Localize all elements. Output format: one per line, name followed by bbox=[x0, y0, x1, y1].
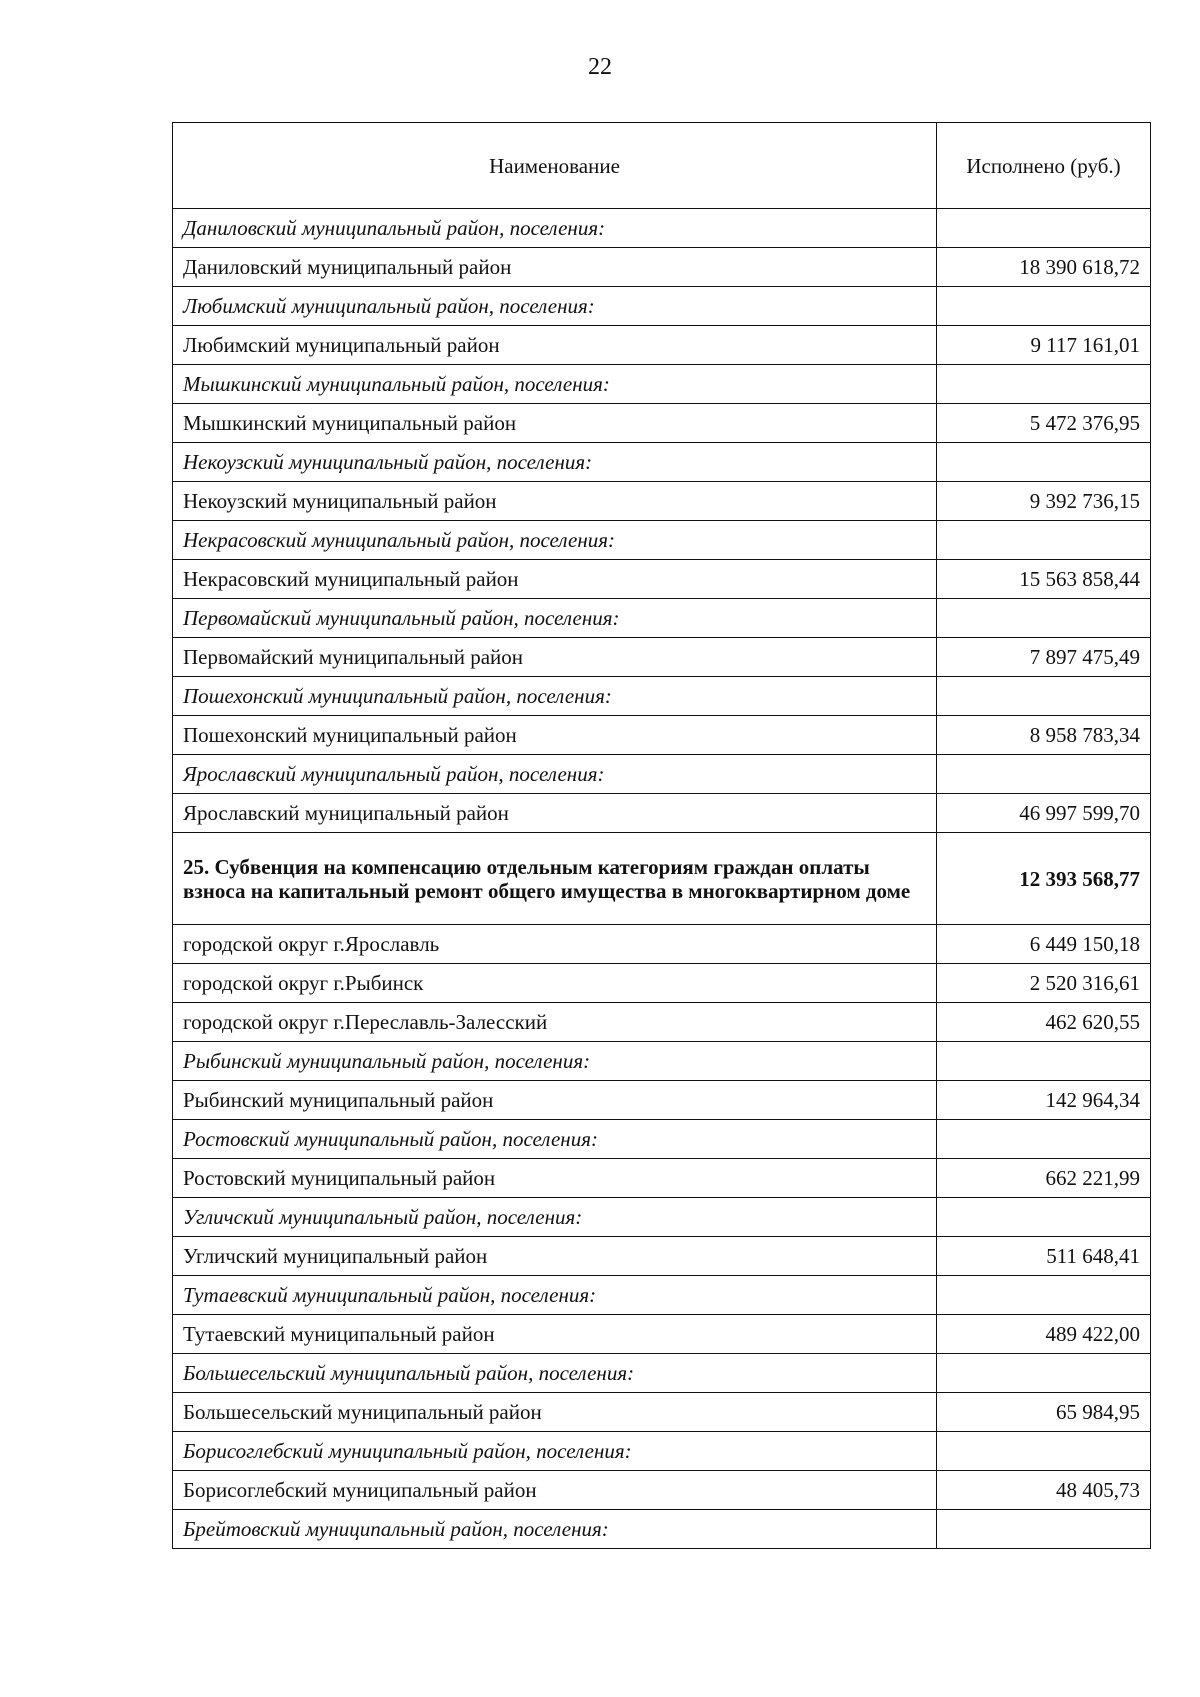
row-name: Даниловский муниципальный район, поселения: bbox=[173, 209, 937, 248]
page-number: 22 bbox=[588, 54, 612, 80]
table-row bbox=[173, 964, 1151, 1003]
row-value bbox=[937, 677, 1151, 716]
row-name: Ростовский муниципальный район, поселения: bbox=[173, 1120, 937, 1159]
table-row-group bbox=[173, 1276, 1151, 1315]
row-value: 511 648,41 bbox=[937, 1237, 1151, 1276]
row-value bbox=[937, 599, 1151, 638]
row-name: Большесельский муниципальный район, поселения: bbox=[173, 1354, 937, 1393]
row-name: Тутаевский муниципальный район, поселения: bbox=[173, 1276, 937, 1315]
row-value: 662 221,99 bbox=[937, 1159, 1151, 1198]
table-row-group bbox=[173, 599, 1151, 638]
table-row-group bbox=[173, 1120, 1151, 1159]
row-value: 462 620,55 bbox=[937, 1003, 1151, 1042]
row-name: Некрасовский муниципальный район, поселения: bbox=[173, 521, 937, 560]
row-name: Мышкинский муниципальный район bbox=[173, 404, 937, 443]
row-value: 5 472 376,95 bbox=[937, 404, 1151, 443]
row-name: Ярославский муниципальный район, поселения: bbox=[173, 755, 937, 794]
row-value bbox=[937, 1510, 1151, 1549]
row-name: Мышкинский муниципальный район, поселения: bbox=[173, 365, 937, 404]
row-name: Тутаевский муниципальный район bbox=[173, 1315, 937, 1354]
row-value bbox=[937, 1276, 1151, 1315]
row-value bbox=[937, 1198, 1151, 1237]
row-value: 6 449 150,18 bbox=[937, 925, 1151, 964]
row-value: 2 520 316,61 bbox=[937, 964, 1151, 1003]
table-row-group bbox=[173, 1198, 1151, 1237]
row-value bbox=[937, 1042, 1151, 1081]
header-name: Наименование bbox=[173, 123, 937, 209]
row-value bbox=[937, 755, 1151, 794]
row-name: Любимский муниципальный район bbox=[173, 326, 937, 365]
row-value bbox=[937, 365, 1151, 404]
row-name: Первомайский муниципальный район bbox=[173, 638, 937, 677]
table-row-section bbox=[173, 833, 1151, 925]
table-row bbox=[173, 326, 1151, 365]
row-value: 65 984,95 bbox=[937, 1393, 1151, 1432]
row-value bbox=[937, 1354, 1151, 1393]
table-row-group bbox=[173, 677, 1151, 716]
row-name: Брейтовский муниципальный район, поселения: bbox=[173, 1510, 937, 1549]
table-row bbox=[173, 560, 1151, 599]
row-value: 18 390 618,72 bbox=[937, 248, 1151, 287]
table-row bbox=[173, 1159, 1151, 1198]
row-name: Некрасовский муниципальный район bbox=[173, 560, 937, 599]
table-row-group bbox=[173, 209, 1151, 248]
row-value: 8 958 783,34 bbox=[937, 716, 1151, 755]
row-name: Большесельский муниципальный район bbox=[173, 1393, 937, 1432]
row-name: Ростовский муниципальный район bbox=[173, 1159, 937, 1198]
table-row-group bbox=[173, 755, 1151, 794]
row-name: Любимский муниципальный район, поселения: bbox=[173, 287, 937, 326]
row-name: Пошехонский муниципальный район, поселения: bbox=[173, 677, 937, 716]
budget-table bbox=[172, 122, 1151, 1549]
row-value bbox=[937, 1120, 1151, 1159]
table-row bbox=[173, 1315, 1151, 1354]
table-row bbox=[173, 1003, 1151, 1042]
row-value: 9 117 161,01 bbox=[937, 326, 1151, 365]
row-value bbox=[937, 443, 1151, 482]
row-name: городской округ г.Рыбинск bbox=[173, 964, 937, 1003]
row-value: 15 563 858,44 bbox=[937, 560, 1151, 599]
row-name: Рыбинский муниципальный район, поселения: bbox=[173, 1042, 937, 1081]
table-row bbox=[173, 794, 1151, 833]
row-name: Некоузский муниципальный район, поселения: bbox=[173, 443, 937, 482]
table-row-group bbox=[173, 1042, 1151, 1081]
table-body bbox=[173, 209, 1151, 1549]
row-name: Ярославский муниципальный район bbox=[173, 794, 937, 833]
row-value: 7 897 475,49 bbox=[937, 638, 1151, 677]
row-value: 142 964,34 bbox=[937, 1081, 1151, 1120]
row-value bbox=[937, 521, 1151, 560]
table-row bbox=[173, 1393, 1151, 1432]
row-name: Первомайский муниципальный район, поселения: bbox=[173, 599, 937, 638]
table-row bbox=[173, 638, 1151, 677]
table-row-group bbox=[173, 521, 1151, 560]
row-name: Борисоглебский муниципальный район bbox=[173, 1471, 937, 1510]
table-row-group bbox=[173, 1354, 1151, 1393]
header-value: Исполнено (руб.) bbox=[937, 123, 1151, 209]
table-row bbox=[173, 248, 1151, 287]
row-value: 489 422,00 bbox=[937, 1315, 1151, 1354]
table-row bbox=[173, 925, 1151, 964]
row-name: Борисоглебский муниципальный район, поселения: bbox=[173, 1432, 937, 1471]
row-name: 25. Субвенция на компенсацию отдельным категориям граждан оплаты взноса на капитальный ремонт общего имущества в многоквартирном доме bbox=[173, 833, 937, 925]
table-row bbox=[173, 1471, 1151, 1510]
row-name: Даниловский муниципальный район bbox=[173, 248, 937, 287]
row-name: Угличский муниципальный район bbox=[173, 1237, 937, 1276]
table-row bbox=[173, 1237, 1151, 1276]
row-name: городской округ г.Ярославль bbox=[173, 925, 937, 964]
row-name: Некоузский муниципальный район bbox=[173, 482, 937, 521]
table-row-group bbox=[173, 287, 1151, 326]
row-name: городской округ г.Переславль-Залесский bbox=[173, 1003, 937, 1042]
table-row-group bbox=[173, 443, 1151, 482]
table-row bbox=[173, 404, 1151, 443]
table-row-group bbox=[173, 1432, 1151, 1471]
row-value bbox=[937, 1432, 1151, 1471]
row-name: Рыбинский муниципальный район bbox=[173, 1081, 937, 1120]
row-value: 48 405,73 bbox=[937, 1471, 1151, 1510]
row-value bbox=[937, 287, 1151, 326]
row-value: 12 393 568,77 bbox=[937, 833, 1151, 925]
table-row bbox=[173, 1081, 1151, 1120]
row-value: 9 392 736,15 bbox=[937, 482, 1151, 521]
table-row-group bbox=[173, 1510, 1151, 1549]
table-row bbox=[173, 482, 1151, 521]
row-value: 46 997 599,70 bbox=[937, 794, 1151, 833]
table-row-group bbox=[173, 365, 1151, 404]
row-value bbox=[937, 209, 1151, 248]
table-row bbox=[173, 716, 1151, 755]
row-name: Угличский муниципальный район, поселения: bbox=[173, 1198, 937, 1237]
row-name: Пошехонский муниципальный район bbox=[173, 716, 937, 755]
table-header-row bbox=[173, 123, 1151, 209]
